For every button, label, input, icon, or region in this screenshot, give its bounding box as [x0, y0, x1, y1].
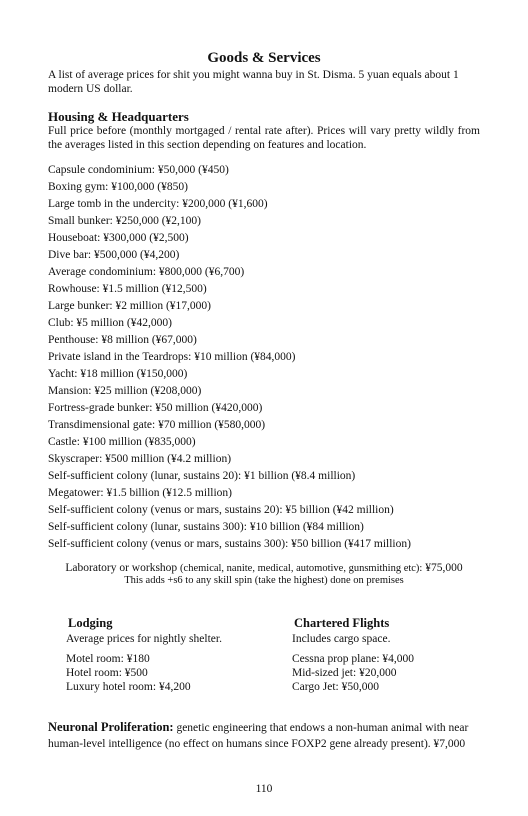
laboratory-name: Laboratory or workshop — [65, 562, 178, 574]
flights-section — [292, 616, 492, 694]
housing-list-item: Boxing gym: ¥100,000 (¥850) — [48, 181, 188, 193]
housing-list-item: Mansion: ¥25 million (¥208,000) — [48, 385, 202, 397]
housing-list-item: Rowhouse: ¥1.5 million (¥12,500) — [48, 283, 207, 295]
housing-list-item: Yacht: ¥18 million (¥150,000) — [48, 368, 188, 380]
laboratory-detail: (chemical, nanite, medical, automotive, gunsmithing etc): — [180, 563, 423, 574]
housing-list-item: Large tomb in the undercity: ¥200,000 (¥1,600) — [48, 198, 268, 210]
housing-list-item: Self-sufficient colony (venus or mars, sustains 300): ¥50 billion (¥417 million) — [48, 538, 411, 550]
housing-list-item: Self-sufficient colony (lunar, sustains 20): ¥1 billion (¥8.4 million) — [48, 470, 356, 482]
neuronal-text: genetic engineering that endows a non-human animal with near human-level intelligence (no effect on humans since FOXP2 gene already present). ¥7,000 — [48, 722, 469, 750]
housing-list-item: Houseboat: ¥300,000 (¥2,500) — [48, 232, 189, 244]
intro-paragraph: A list of average prices for shit you might wanna buy in St. Disma. 5 yuan equals about 1 modern US dollar. — [48, 69, 459, 95]
flights-list-item: Cessna prop plane: ¥4,000 — [292, 653, 415, 665]
lodging-section — [66, 616, 266, 694]
housing-heading: Housing & Headquarters — [48, 109, 189, 124]
neuronal-heading: Neuronal Proliferation: — [48, 720, 174, 734]
housing-list-item: Megatower: ¥1.5 billion (¥12.5 million) — [48, 487, 232, 499]
housing-list-item: Average condominium: ¥800,000 (¥6,700) — [48, 266, 245, 278]
lodging-list — [66, 652, 266, 694]
housing-price-list — [48, 162, 480, 553]
flights-heading: Chartered Flights — [294, 616, 390, 630]
lodging-subtitle: Average prices for nightly shelter. — [66, 633, 222, 645]
lodging-list-item: Hotel room: ¥500 — [66, 667, 148, 679]
page-title: Goods & Services — [207, 50, 321, 66]
flights-list — [292, 652, 492, 694]
flights-list-item: Cargo Jet: ¥50,000 — [292, 681, 379, 693]
lodging-list-item: Luxury hotel room: ¥4,200 — [66, 681, 191, 693]
housing-list-item: Fortress-grade bunker: ¥50 million (¥420,000) — [48, 402, 263, 414]
housing-list-item: Castle: ¥100 million (¥835,000) — [48, 436, 196, 448]
housing-list-item: Small bunker: ¥250,000 (¥2,100) — [48, 215, 201, 227]
lodging-list-item: Motel room: ¥180 — [66, 653, 150, 665]
page-number: 110 — [255, 783, 273, 795]
flights-subtitle: Includes cargo space. — [292, 633, 391, 645]
housing-list-item: Large bunker: ¥2 million (¥17,000) — [48, 300, 211, 312]
housing-list-item: Transdimensional gate: ¥70 million (¥580,000) — [48, 419, 266, 431]
housing-list-item: Dive bar: ¥500,000 (¥4,200) — [48, 249, 180, 261]
flights-list-item: Mid-sized jet: ¥20,000 — [292, 667, 397, 679]
neuronal-paragraph — [48, 719, 480, 752]
housing-list-item: Club: ¥5 million (¥42,000) — [48, 317, 172, 329]
housing-description: Full price before (monthly mortgaged / rental rate after). Prices will vary pretty wildly from the averages listed in this section depending on features and location. — [48, 125, 480, 151]
laboratory-price: ¥75,000 — [425, 562, 463, 574]
housing-list-item: Penthouse: ¥8 million (¥67,000) — [48, 334, 197, 346]
housing-list-item: Skyscraper: ¥500 million (¥4.2 million) — [48, 453, 232, 465]
laboratory-note: This adds +s6 to any skill spin (take the highest) done on premises — [124, 575, 404, 586]
housing-list-item: Capsule condominium: ¥50,000 (¥450) — [48, 164, 229, 176]
housing-list-item: Self-sufficient colony (venus or mars, sustains 20): ¥5 billion (¥42 million) — [48, 504, 394, 516]
housing-list-item: Private island in the Teardrops: ¥10 million (¥84,000) — [48, 351, 296, 363]
housing-list-item: Self-sufficient colony (lunar, sustains 300): ¥10 billion (¥84 million) — [48, 521, 364, 533]
lodging-heading: Lodging — [68, 616, 113, 630]
